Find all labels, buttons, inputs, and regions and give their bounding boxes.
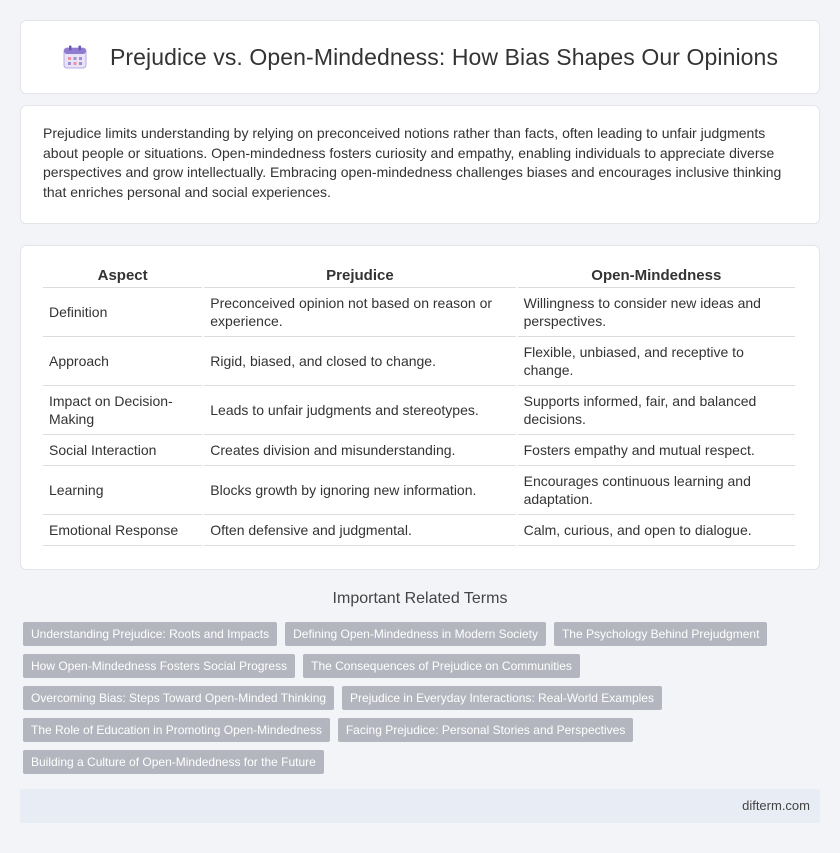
comparison-table: [41, 266, 797, 546]
prejudice-cell: Rigid, biased, and closed to change.: [204, 337, 515, 386]
related-term-link[interactable]: The Consequences of Prejudice on Communities: [303, 654, 580, 678]
open-mindedness-cell: Supports informed, fair, and balanced decisions.: [518, 386, 795, 435]
open-mindedness-cell: Fosters empathy and mutual respect.: [518, 435, 795, 466]
open-mindedness-cell: Flexible, unbiased, and receptive to change.: [518, 337, 795, 386]
prejudice-cell: Creates division and misunderstanding.: [204, 435, 515, 466]
related-term-link[interactable]: How Open-Mindedness Fosters Social Progress: [23, 654, 295, 678]
aspect-cell: Emotional Response: [43, 515, 202, 546]
intro-paragraph: Prejudice limits understanding by relying on preconceived notions rather than facts, often leading to unfair judgments about people or situations. Open-mindedness fosters curiosity and empathy, enabling individuals to appreciate diverse perspectives and grow intellectually. Embracing open-mindedness challenges biases and encourages inclusive thinking that enriches personal and social experiences.: [43, 125, 782, 200]
related-terms-title: Important Related Terms: [332, 590, 508, 607]
related-term-link[interactable]: Building a Culture of Open-Mindedness for the Future: [23, 750, 324, 774]
page-title: Prejudice vs. Open-Mindedness: How Bias Shapes Our Opinions: [109, 43, 779, 70]
footer-site-link[interactable]: difterm.com: [742, 798, 810, 813]
related-term-link[interactable]: Understanding Prejudice: Roots and Impacts: [23, 622, 277, 646]
prejudice-cell: Blocks growth by ignoring new information.: [204, 466, 515, 515]
open-mindedness-cell: Encourages continuous learning and adaptation.: [518, 466, 795, 515]
prejudice-cell: Leads to unfair judgments and stereotypes.: [204, 386, 515, 435]
open-mindedness-cell: Willingness to consider new ideas and perspectives.: [518, 288, 795, 337]
intro-card: [20, 105, 820, 224]
aspect-cell: Approach: [43, 337, 202, 386]
header-prejudice: Prejudice: [204, 266, 515, 288]
related-term-link[interactable]: The Psychology Behind Prejudgment: [554, 622, 767, 646]
header-open-mindedness: Open-Mindedness: [518, 266, 795, 288]
aspect-cell: Social Interaction: [43, 435, 202, 466]
related-terms-list: [23, 622, 813, 782]
table-header-row: [43, 266, 795, 288]
header-card: [20, 20, 820, 94]
table-row: [43, 386, 795, 435]
footer: [20, 789, 820, 823]
related-term-link[interactable]: The Role of Education in Promoting Open-Mindedness: [23, 718, 330, 742]
calendar-icon: [62, 44, 88, 70]
comparison-card: [20, 245, 820, 570]
aspect-cell: Definition: [43, 288, 202, 337]
table-row: [43, 337, 795, 386]
aspect-cell: Impact on Decision-Making: [43, 386, 202, 435]
table-row: [43, 466, 795, 515]
related-term-link[interactable]: Prejudice in Everyday Interactions: Real-World Examples: [342, 686, 662, 710]
open-mindedness-cell: Calm, curious, and open to dialogue.: [518, 515, 795, 546]
table-row: [43, 288, 795, 337]
table-row: [43, 435, 795, 466]
related-term-link[interactable]: Overcoming Bias: Steps Toward Open-Minded Thinking: [23, 686, 334, 710]
table-row: [43, 515, 795, 546]
related-term-link[interactable]: Defining Open-Mindedness in Modern Society: [285, 622, 546, 646]
related-term-link[interactable]: Facing Prejudice: Personal Stories and Perspectives: [338, 718, 633, 742]
prejudice-cell: Preconceived opinion not based on reason or experience.: [204, 288, 515, 337]
header-aspect: Aspect: [43, 266, 202, 288]
prejudice-cell: Often defensive and judgmental.: [204, 515, 515, 546]
aspect-cell: Learning: [43, 466, 202, 515]
